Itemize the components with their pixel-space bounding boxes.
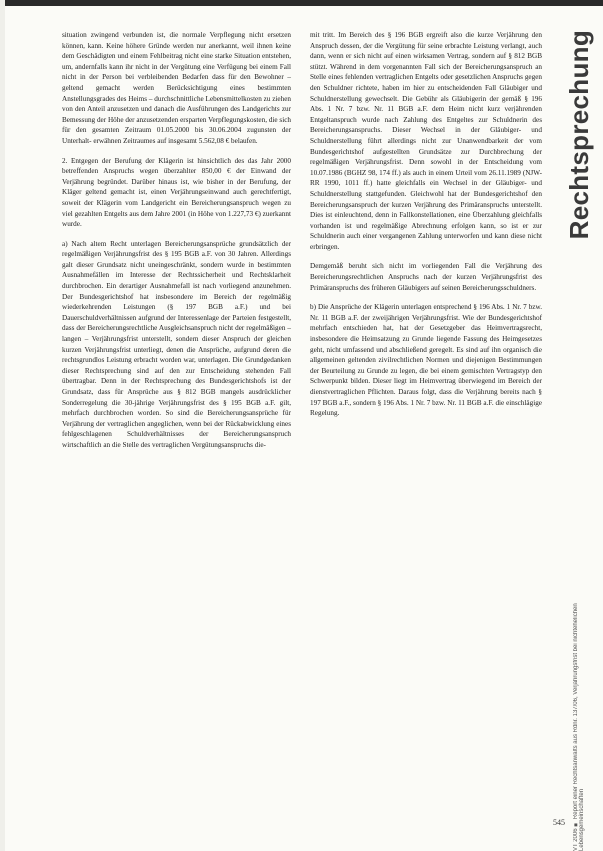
left-paragraph-1: situation zwingend verbunden ist, die normale Verpflegung nicht ersetzen können, kann. Keine höhere Gründe werden nur anerkannt, weil ihnen keine dem Geschädigten und einem Fehlbeitrag nicht eine starke Situation entstehen, um, andernfalls kann ihr nicht in der Vergütung eine Verfügung bei einem Fall nicht in der Person bei verbleibenden Bedarfen dass für den Bewohner – geltend gemacht werden Berücksichtigung eines bestimmten Anstellungsgrades des Heims – durchschnittliche Lebensmittelkosten zu ziehen von den Anteil anzusetzen und danach die Ausführungen des Landgerichts zur Bemessung der Höhe der anzusetzenden ersparten Verpflegungskosten, die sich für den gesamten Zeitraum 01.05.2000 bis 30.06.2004 zugunsten der Unterhalt- erwähnen Zeitraumes auf insgesamt 5.562,08 € belaufen.: [62, 31, 291, 145]
right-paragraph-1: mit tritt. Im Bereich des § 196 BGB ergreift also die kurze Verjährung den Anspruch dessen, der die Vergütung für seine erbrachte Leistung verlangt, auch dann, wenn er sich nicht auf einen wirksamen Vertrag, sondern auf § 812 BGB stützt. Während in dem vorgenannten Fall sich der Bereicherungsanspruch an Stelle eines fehlenden vertraglichen Entgelts oder gesetzlichen Anspruchs gegen den Schuldner richtete, haben im hier zu entscheidenden Fall Gläubiger und Schuldnerstellung gewechselt. Die Gebühr als Gläubigerin der gemäß § 196 Abs. 1 Nr. 7 bzw. Nr. 11 BGB a.F. dem Heim nicht kurz verjährenden Entgeltanspruch wurde nach Zahlung des Entgeltes zur Schuldnerin des Bereicherungsanspruchs. Dieser Wechsel in der Gläubiger- und Schuldnerstellung führt allerdings nicht zur Unanwendbarkeit der vom Bundesgerichtshof aufgestellten Grundsätze zur Durchbrechung der regelmäßigen Verjährungsfrist. Denn sowohl in der Entscheidung vom 10.07.1986 (BGHZ 98, 174 ff.) als auch in einem Urteil vom 26.11.1989 (NJW-RR 1990, 1011 ff.) hatte gleichfalls ein Wechsel in der Gläubiger- und Schuldnerstellung stattgefunden. Gleichwohl hat der Bundesgerichtshof den Bereicherungsanspruch der kurzen Verjährung des Primäranspruchs unterstellt. Dies ist einleuchtend, denn in Fallkonstellationen, eine Überzahlung gleichfalls vorhanden ist und regelmäßige Abrechnung erfolgen kann, so ist er zur Schuldnerin auch einer vergangenen Zahlung unterworfen und kann diese nicht erbringen.: [310, 31, 542, 251]
left-paragraph-2: 2. Entgegen der Berufung der Klägerin ist hinsichtlich des das Jahr 2000 betreffenden Anspruchs wegen überzahlter 850,00 € der Einwand der Verjährung begründet. Darüber hinaus ist, wie bisher in der Berufung, der Kläger geltend gemacht ist, einen Verjährungseinwand auch gerechtfertigt, soweit der Klägerin vom Landgericht ein Bereicherungsanspruch wegen zu viel gezahlten Entgelts aus dem Jahre 2001 (in Höhe von 1.227,73 €) zuerkannt wurde.: [62, 156, 291, 229]
page-top-edge: [0, 0, 603, 6]
left-text-column: [62, 30, 291, 460]
source-note: VT 2006 ■ Report einer Rechtsanwalts aus Rdnr. 137/06, Verjährungsfrist bei nichtehelichen Lebensgemeinschaften: [573, 603, 585, 851]
right-paragraph-3: b) Die Ansprüche der Klägerin unterlagen entsprechend § 196 Abs. 1 Nr. 7 bzw. Nr. 11 BGB a.F. der zweijährigen Verjährungsfrist. Wie der Bundesgerichtshof mehrfach entschieden hat, hat der Gesetzgeber das Heimvertragsrecht, insbesondere die Heimsatzung zu Grunde liegende Fassung des Heimgesetzes geht, nicht umfassend und abschließend geregelt. Es sind auf ihn organisch die allgemeinen geltenden zivilrechtlichen Normen und diejenigen Bestimmungen der Beurteilung zu Grunde zu legen, die bei einem gemischten Vertragstyp den Schwerpunkt bilden. Dieser liegt im Heimvertrag überwiegend im Bereich der dienstvertraglichen Pflichten. Daraus folgt, dass die Verjährung bereits nach § 197 BGB a.F., sondern § 196 Abs. 1 Nr. 7 bzw. Nr. 11 BGB a.F. die einschlägige Regelung.: [310, 303, 542, 418]
page-left-edge: [0, 0, 5, 851]
section-title: Rechtsprechung: [564, 30, 594, 240]
right-text-column: [310, 30, 542, 428]
left-paragraph-3: a) Nach altem Recht unterlagen Bereicherungsansprüche grundsätzlich der regelmäßigen Verjährungsfrist des § 195 BGB a.F. von 30 Jahren. Allerdings galt dieser Grundsatz nicht uneingeschränkt, sondern wurde in bestimmten Ausnahmefällen im Interesse der Rechtssicherheit und Rechtsklarheit durchbrochen. Ein derartiger Ausnahmefall ist nach vorliegend anzunehmen. Der Bundesgerichtshof hat insbesondere im Bereich der regelmäßig wiederkehrenden Leistungen (§ 197 BGB a.F.) und bei Dauerschuldverhältnissen aufgrund der Interessenlage der Parteien festgestellt, dass der Bereicherungsrechtliche Ausgleichsanspruch nicht der regelmäßigen – langen – Verjährungsfrist unterstellt, sondern dieser Anspruch der gleichen kurzen Verjährungsfrist unterliegt, denen die Ansprüche, aufgrund deren die rechtsgrundlos Leistung erbracht worden war, unterlagen. Die Grundgedanken dieser Rechtsprechung sind auf den zur Entscheidung stehenden Fall übertragbar. Denn in der Rechtsprechung des Bundesgerichtshofs ist der Grundsatz, dass für Ansprüche aus § 812 BGB mangels ausdrücklicher Sonderregelung die 30-jährige Verjährungsfrist des § 195 BGB a.F. gilt, mehrfach durchbrochen worden. So sind die Bereicherungsansprüche für Verjährung der vertraglichen angeglichen, wenn bei der Rückabwicklung eines fehlgeschlagenen Schuldverhältnisses der Bereicherungsanspruch wirtschaftlich an die Stelle des vertraglichen Vergütungsanspruchs die-: [62, 239, 291, 449]
right-paragraph-2: Demgemäß beruht sich nicht im vorliegenden Fall die Verjährung des Bereicherungsrechtlichen Anspruchs nach der kurzen Verjährungsfrist des Primäranspruchs des früheren Gläubigers auf seinen Bereicherungsschuldners.: [310, 262, 542, 292]
page-number: 545: [553, 818, 565, 827]
